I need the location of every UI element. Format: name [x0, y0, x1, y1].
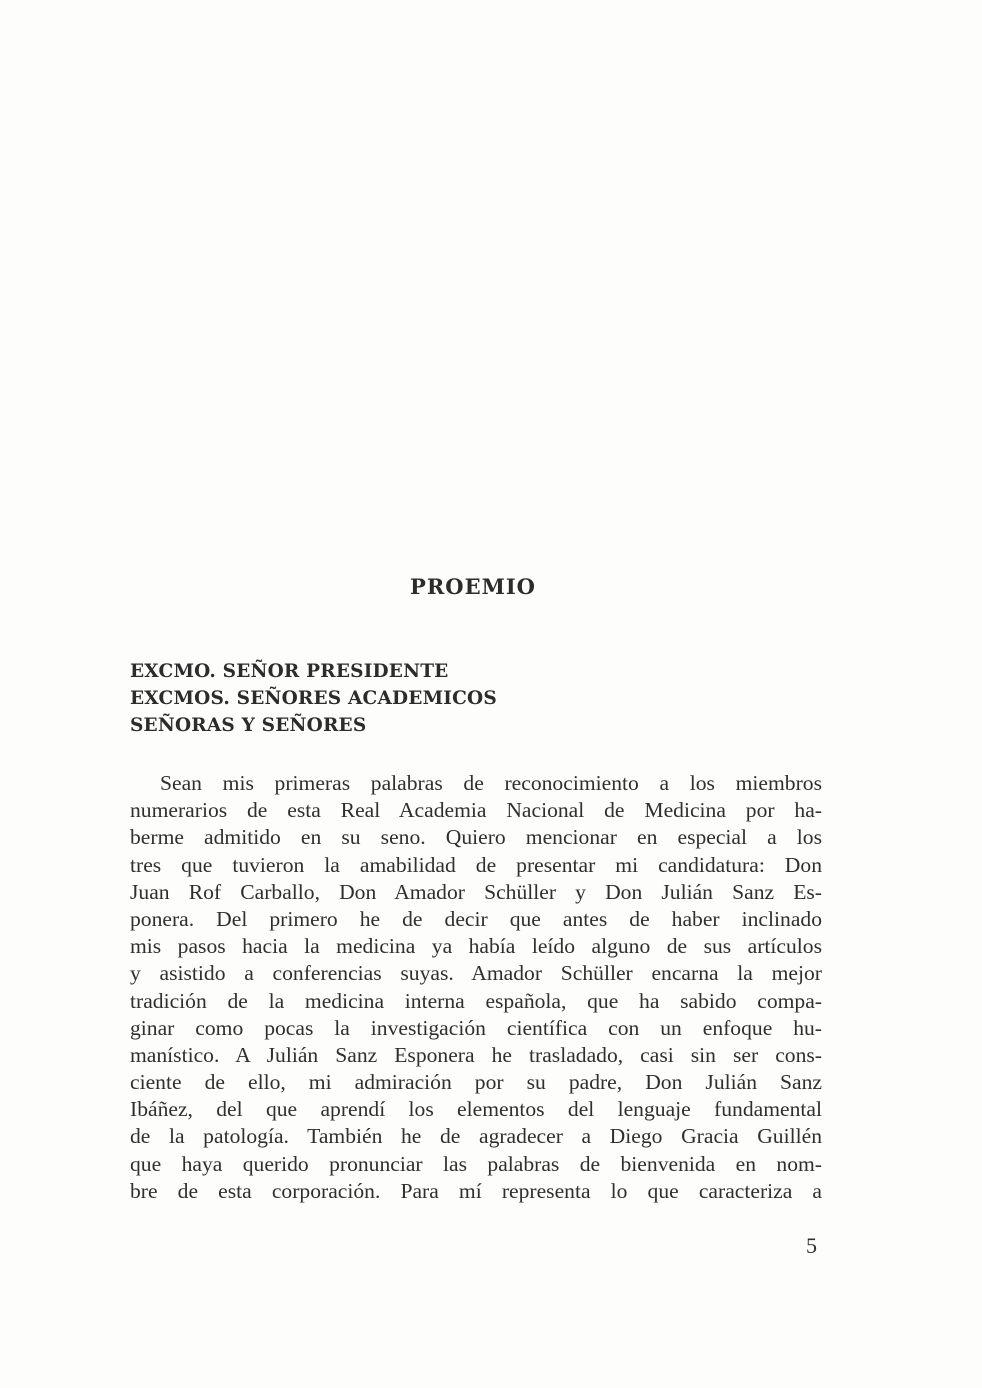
paragraph-line: Sean mis primeras palabras de reconocimiento a los miembros — [160, 771, 822, 795]
salutation-line: EXCMOS. SEÑORES ACADEMICOS — [130, 688, 497, 709]
paragraph-line: y asistido a conferencias suyas. Amador Schüller encarna la mejor — [130, 961, 822, 986]
paragraph-line: bre de esta corporación. Para mí representa lo que caracteriza a — [130, 1178, 822, 1203]
paragraph-line: que haya querido pronunciar las palabras de bienvenida en nom- — [130, 1151, 822, 1176]
paragraph-line: tradición de la medicina interna española, que ha sabido compa- — [130, 988, 822, 1013]
paragraph-line: de la patología. También he de agradecer a Diego Gracia Guillén — [130, 1124, 822, 1149]
salutation-line: SEÑORAS Y SEÑORES — [130, 715, 367, 736]
paragraph-line: numerarios de esta Real Academia Nacional de Medicina por ha- — [130, 798, 822, 823]
body-paragraph — [130, 770, 822, 1205]
paragraph-line: manístico. A Julián Sanz Esponera he trasladado, casi sin ser cons- — [130, 1042, 822, 1067]
paragraph-line: mis pasos hacia la medicina ya había leído alguno de sus artículos — [130, 934, 822, 959]
paragraph-line: ciente de ello, mi admiración por su padre, Don Julián Sanz — [130, 1070, 822, 1095]
paragraph-line: Ibáñez, del que aprendí los elementos del lenguaje fundamental — [130, 1097, 822, 1122]
paragraph-line: Juan Rof Carballo, Don Amador Schüller y Don Julián Sanz Es- — [130, 879, 822, 904]
paragraph-line: ginar como pocas la investigación científica con un enfoque hu- — [130, 1015, 822, 1040]
paragraph-line: berme admitido en su seno. Quiero mencionar en especial a los — [130, 825, 822, 850]
salutation-line: EXCMO. SEÑOR PRESIDENTE — [130, 661, 449, 682]
paragraph-line: ponera. Del primero he de decir que antes de haber inclinado — [130, 906, 822, 931]
page-title: PROEMIO — [410, 574, 536, 599]
paragraph-line: tres que tuvieron la amabilidad de presentar mi candidatura: Don — [130, 852, 822, 877]
salutation-block — [130, 658, 497, 739]
page-number: 5 — [806, 1233, 817, 1258]
